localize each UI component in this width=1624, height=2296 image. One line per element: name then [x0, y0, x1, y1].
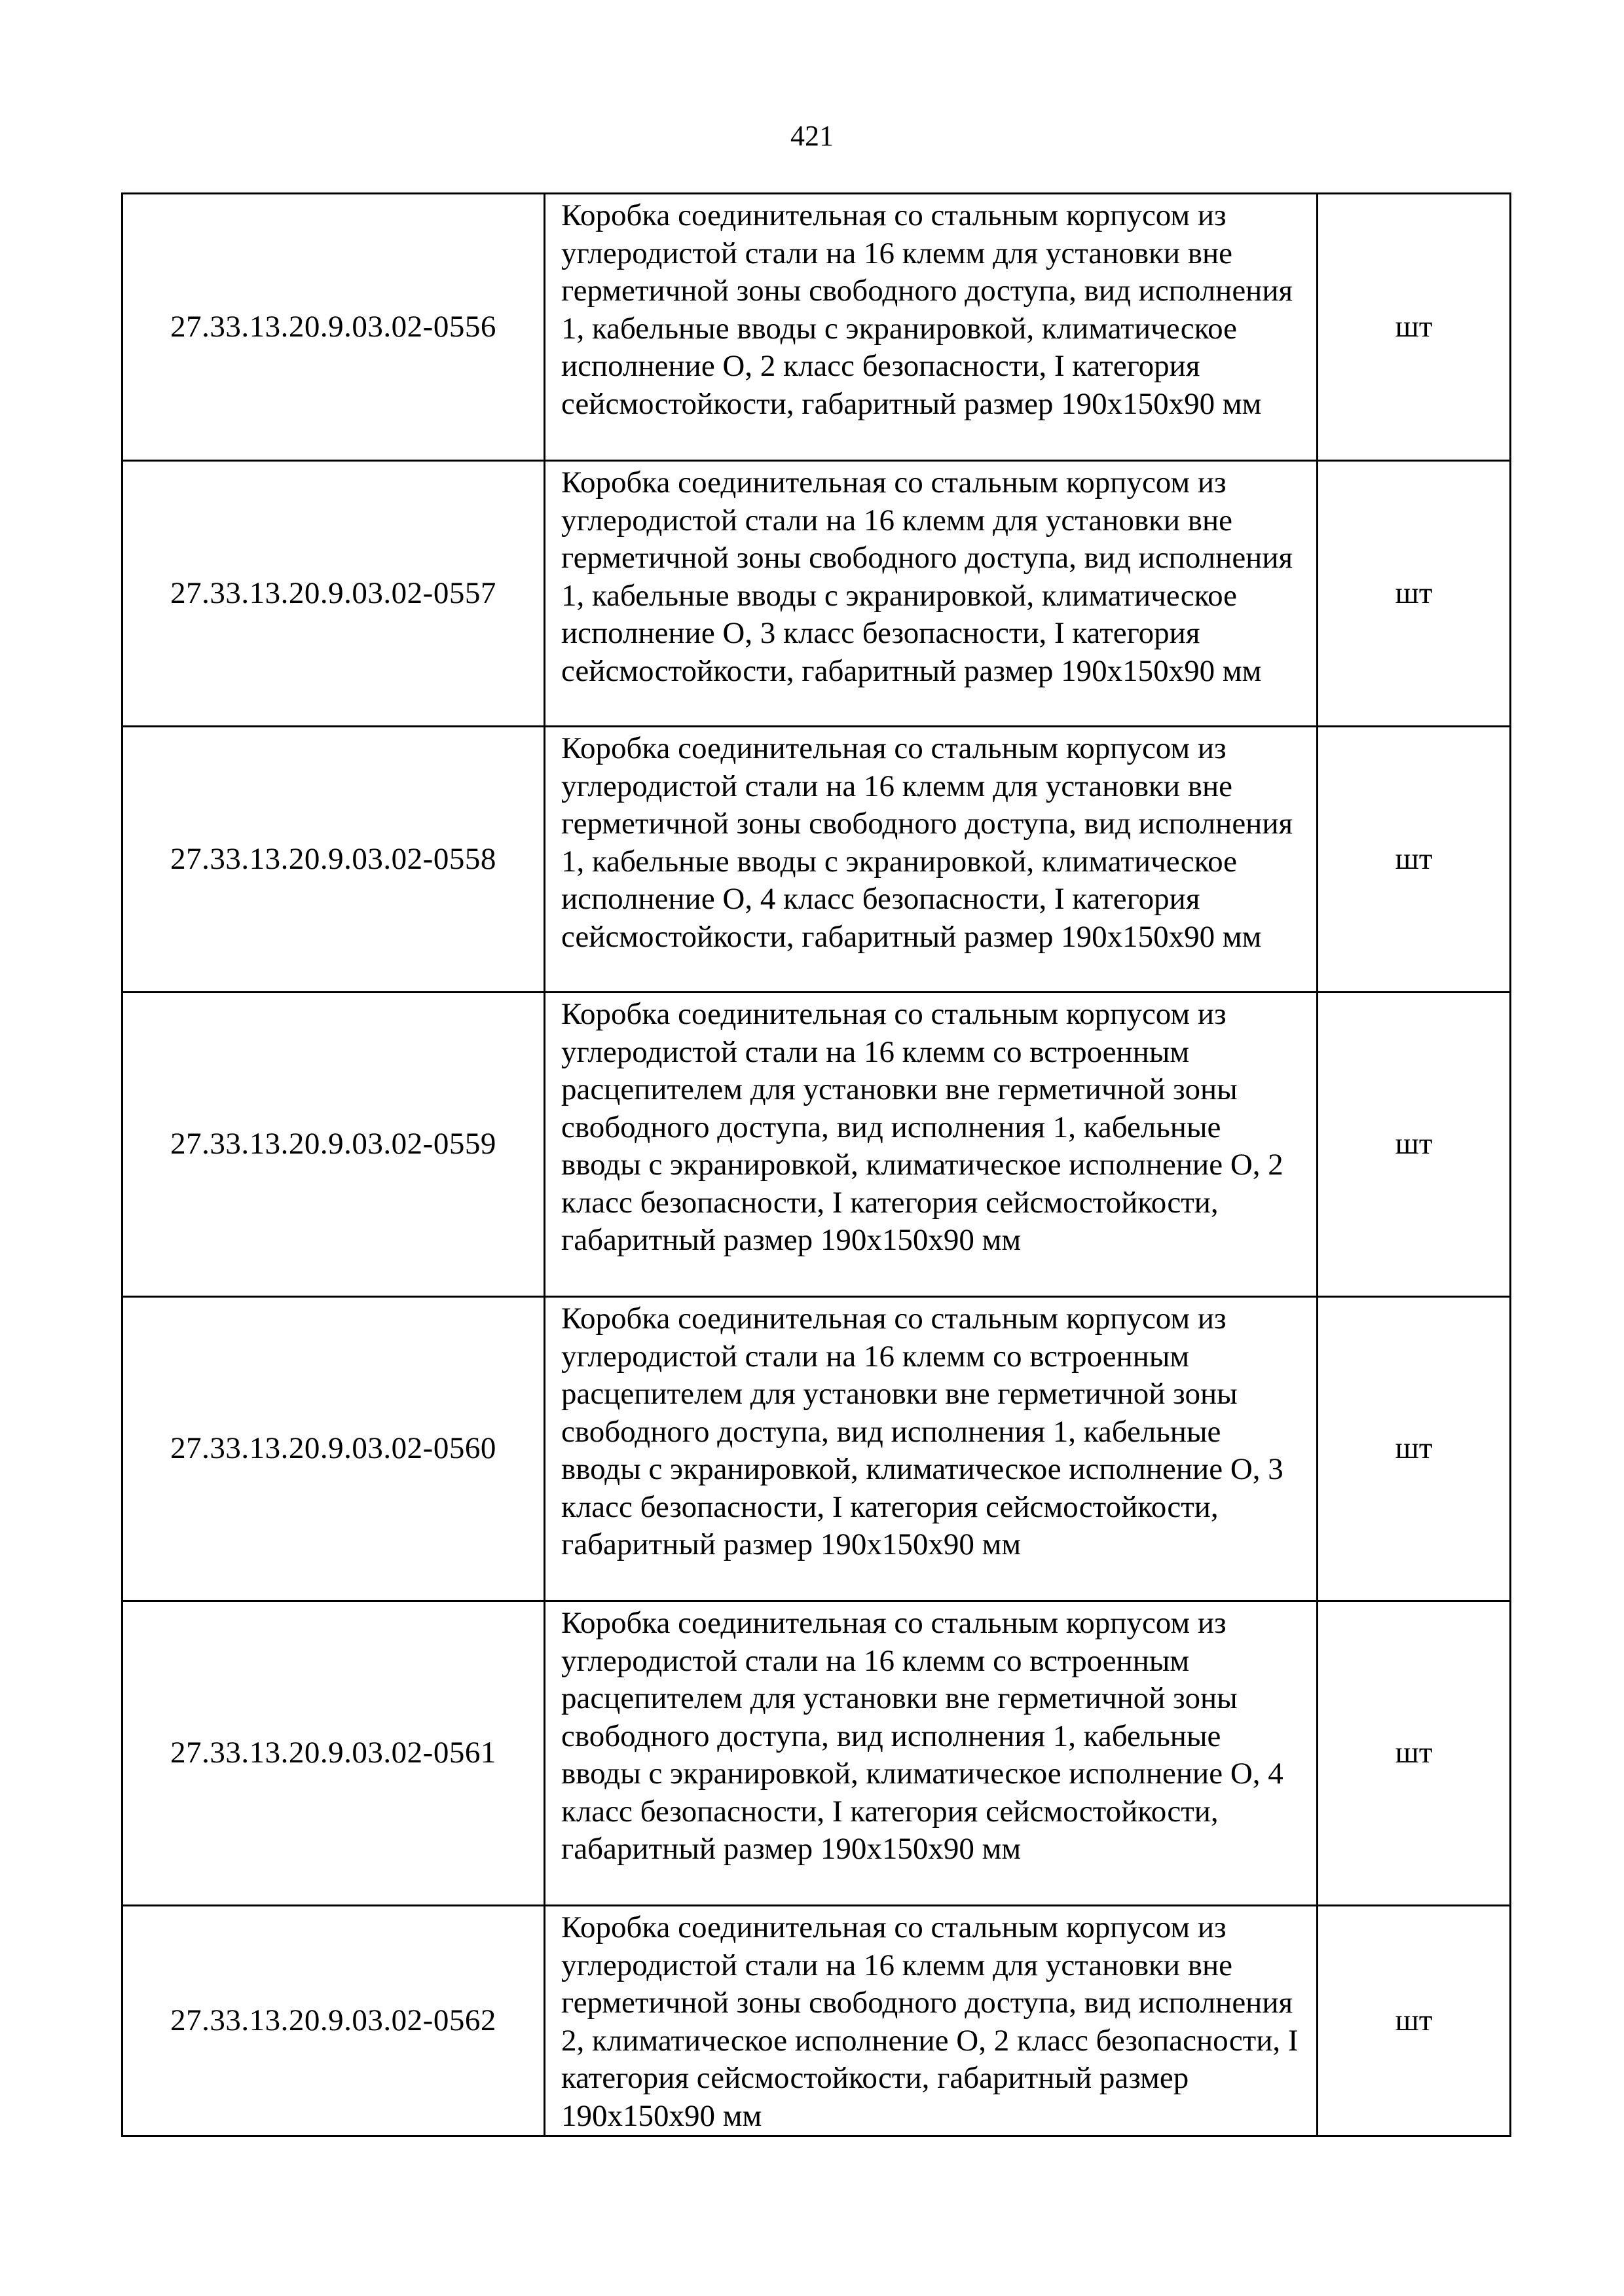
- table-row: [122, 993, 1511, 1297]
- resource-code: 27.33.13.20.9.03.02-0561: [122, 1601, 545, 1906]
- table-row: [122, 1906, 1511, 2136]
- table-row: [122, 1601, 1511, 1906]
- unit-of-measure: шт: [1318, 194, 1511, 461]
- table-row: [122, 194, 1511, 461]
- table-row: [122, 727, 1511, 993]
- unit-of-measure: шт: [1318, 1601, 1511, 1906]
- unit-of-measure: шт: [1318, 993, 1511, 1297]
- resource-description: Коробка соединительная со стальным корпусом из углеродистой стали на 16 клемм со встроенным расцепителем для установки вне герметичной зоны свободного доступа, вид исполнения 1, кабельные вводы с экранировкой, климатическое исполнение О, 2 класс безопасности, I категория сейсмостойкости, габаритный размер 190х150х90 мм: [545, 993, 1318, 1297]
- unit-of-measure: шт: [1318, 727, 1511, 993]
- resource-description: Коробка соединительная со стальным корпусом из углеродистой стали на 16 клемм со встроенным расцепителем для установки вне герметичной зоны свободного доступа, вид исполнения 1, кабельные вводы с экранировкой, климатическое исполнение О, 3 класс безопасности, I категория сейсмостойкости, габаритный размер 190х150х90 мм: [545, 1297, 1318, 1601]
- resource-description: Коробка соединительная со стальным корпусом из углеродистой стали на 16 клемм для установки вне герметичной зоны свободного доступа, вид исполнения 1, кабельные вводы с экранировкой, климатическое исполнение О, 4 класс безопасности, I категория сейсмостойкости, габаритный размер 190х150х90 мм: [545, 727, 1318, 993]
- specification-table: [121, 192, 1511, 2137]
- resource-code: 27.33.13.20.9.03.02-0558: [122, 727, 545, 993]
- table-row: [122, 461, 1511, 727]
- resource-code: 27.33.13.20.9.03.02-0559: [122, 993, 545, 1297]
- resource-description: Коробка соединительная со стальным корпусом из углеродистой стали на 16 клемм для установки вне герметичной зоны свободного доступа, вид исполнения 1, кабельные вводы с экранировкой, климатическое исполнение О, 3 класс безопасности, I категория сейсмостойкости, габаритный размер 190х150х90 мм: [545, 461, 1318, 727]
- unit-of-measure: шт: [1318, 1297, 1511, 1601]
- resource-code: 27.33.13.20.9.03.02-0556: [122, 194, 545, 461]
- unit-of-measure: шт: [1318, 461, 1511, 727]
- table-row: [122, 1297, 1511, 1601]
- resource-code: 27.33.13.20.9.03.02-0562: [122, 1906, 545, 2136]
- resource-code: 27.33.13.20.9.03.02-0560: [122, 1297, 545, 1601]
- resource-description: Коробка соединительная со стальным корпусом из углеродистой стали на 16 клемм со встроенным расцепителем для установки вне герметичной зоны свободного доступа, вид исполнения 1, кабельные вводы с экранировкой, климатическое исполнение О, 4 класс безопасности, I категория сейсмостойкости, габаритный размер 190х150х90 мм: [545, 1601, 1318, 1906]
- page-number: 421: [790, 120, 834, 152]
- resource-description: Коробка соединительная со стальным корпусом из углеродистой стали на 16 клемм для установки вне герметичной зоны свободного доступа, вид исполнения 2, климатическое исполнение О, 2 класс безопасности, I категория сейсмостойкости, габаритный размер 190х150х90 мм: [545, 1906, 1318, 2136]
- unit-of-measure: шт: [1318, 1906, 1511, 2136]
- resource-description: Коробка соединительная со стальным корпусом из углеродистой стали на 16 клемм для установки вне герметичной зоны свободного доступа, вид исполнения 1, кабельные вводы с экранировкой, климатическое исполнение О, 2 класс безопасности, I категория сейсмостойкости, габаритный размер 190х150х90 мм: [545, 194, 1318, 461]
- resource-code: 27.33.13.20.9.03.02-0557: [122, 461, 545, 727]
